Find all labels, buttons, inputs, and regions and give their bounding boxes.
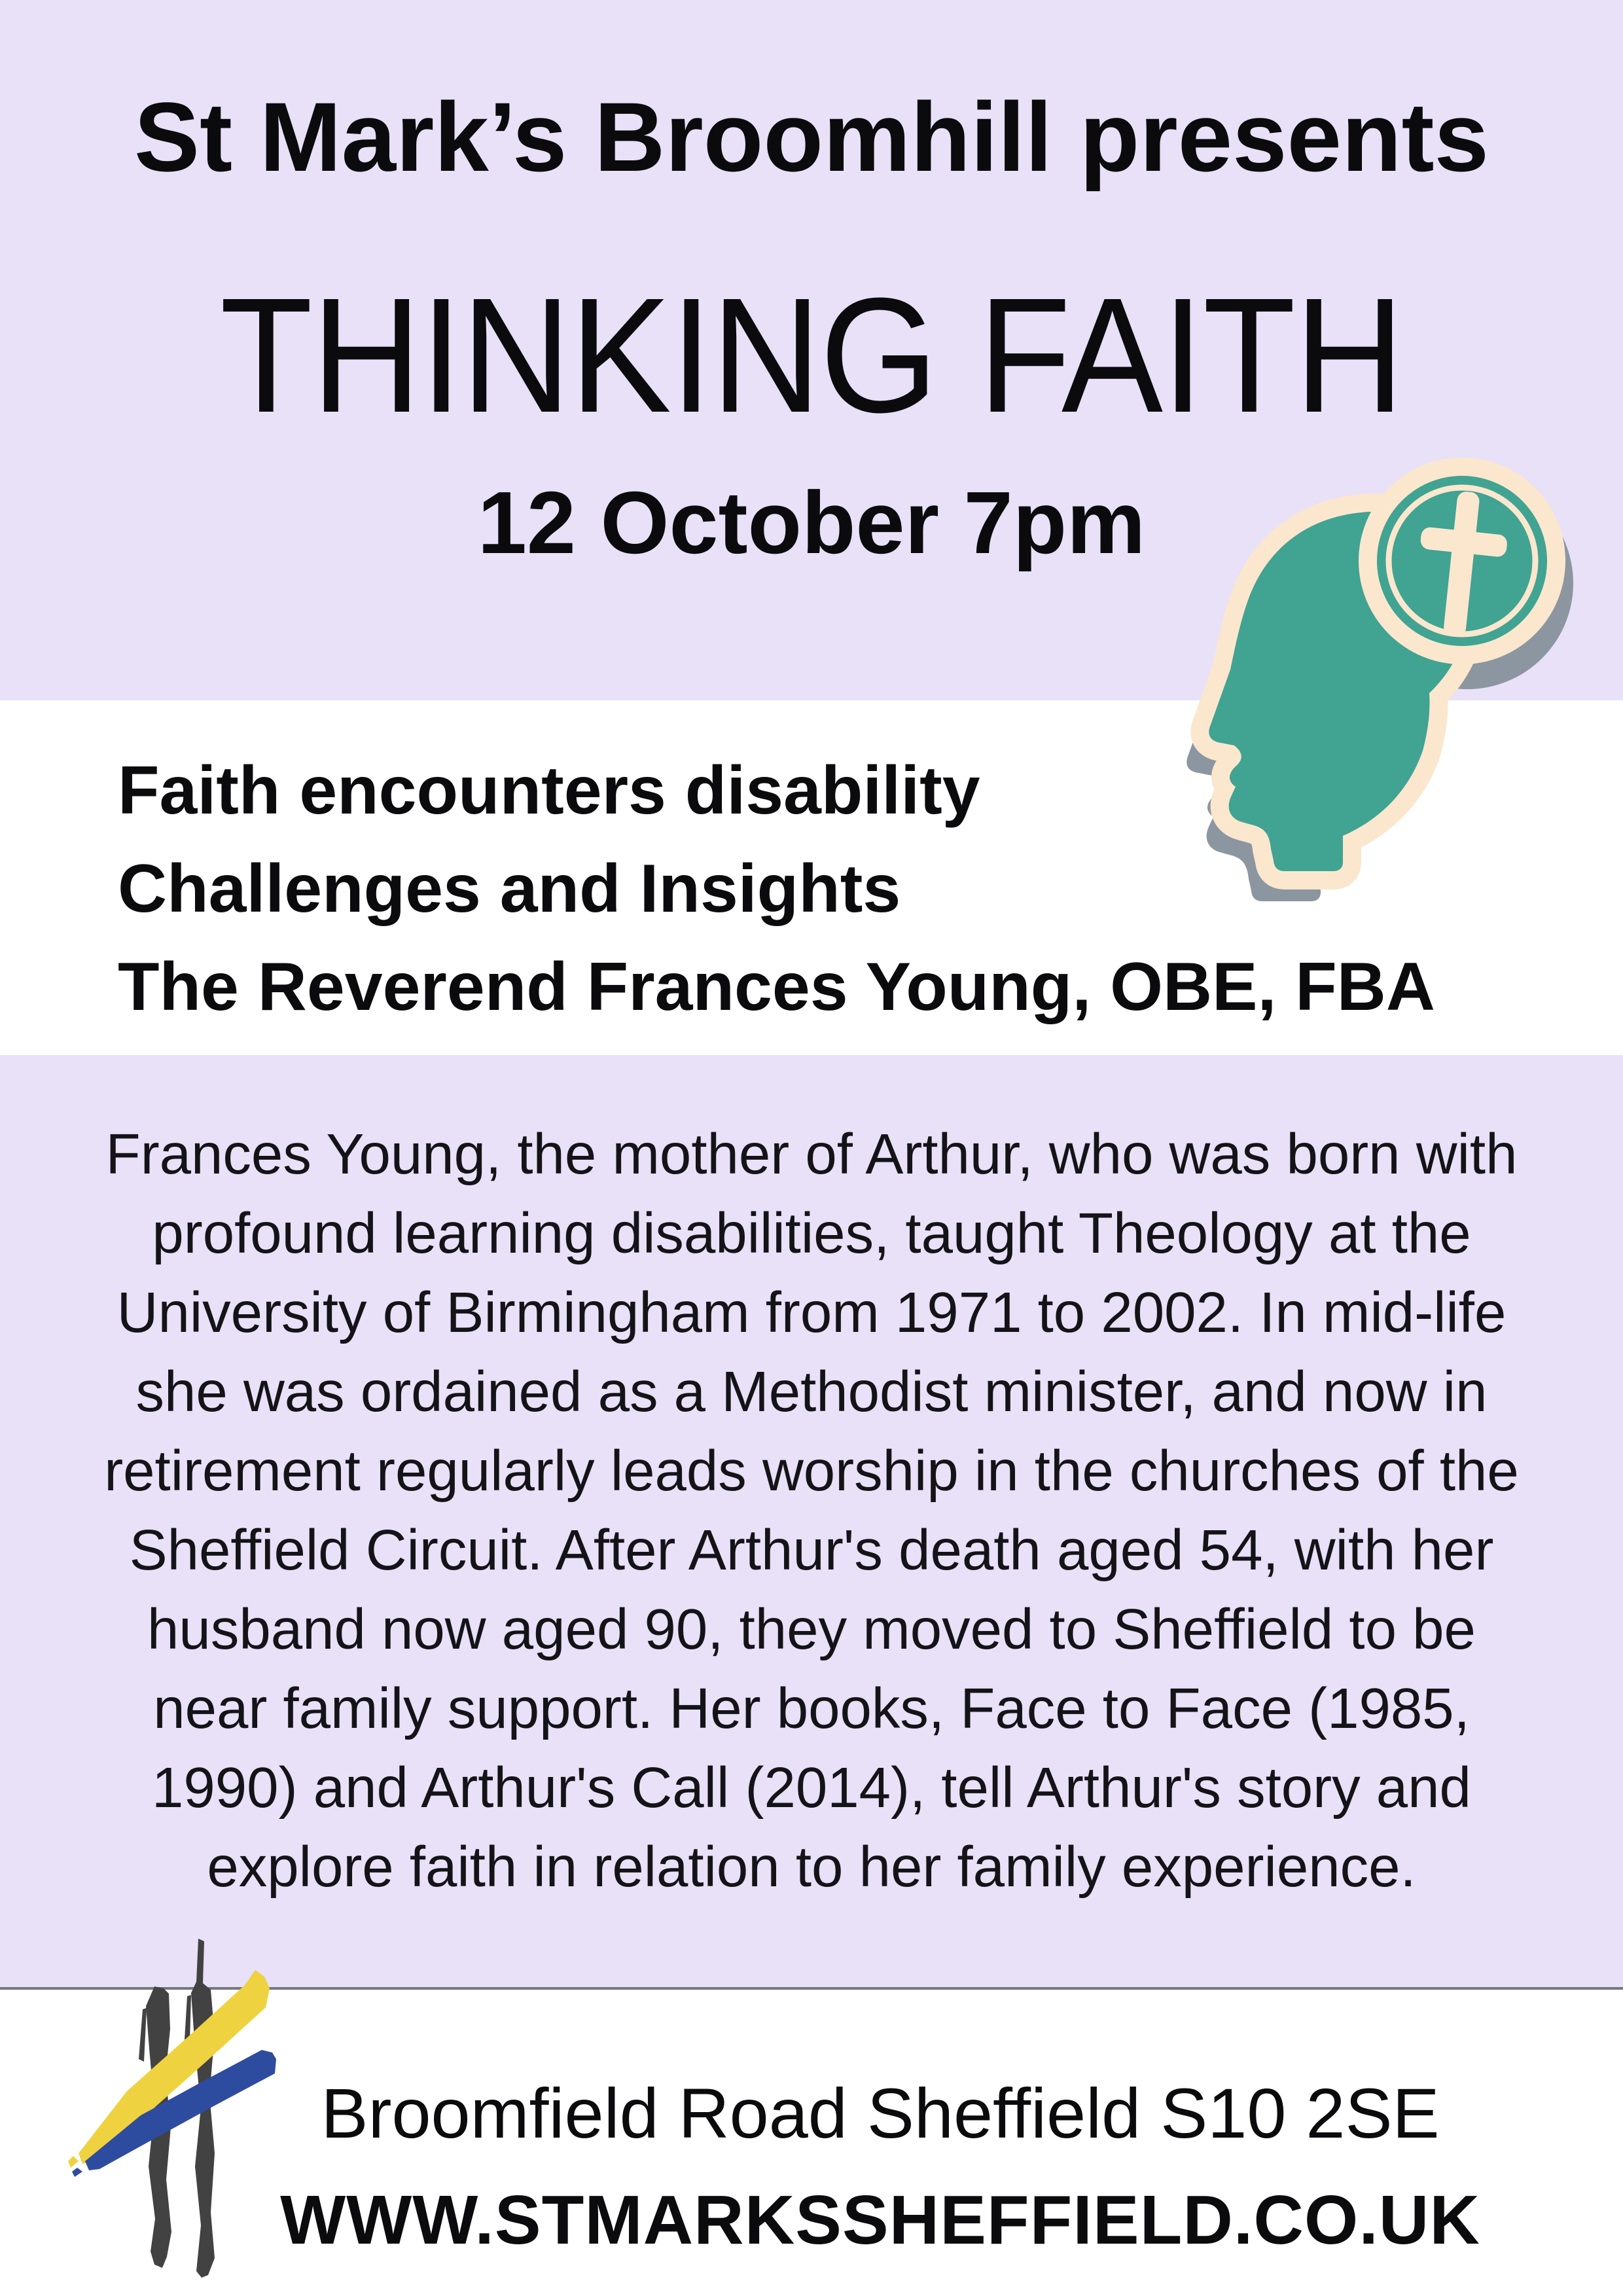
biography-text (59, 1115, 1564, 1907)
biography-line: 1990) and Arthur's Call (2014), tell Arthur's story and (152, 1756, 1471, 1820)
biography-line: University of Birmingham from 1971 to 2002. In mid-life (116, 1281, 1507, 1344)
brush-stroke-blue-speck (72, 2168, 82, 2177)
brush-stroke-dark-left-wisp (139, 2008, 147, 2062)
subtitle-line-2: Challenges and Insights (118, 851, 901, 927)
subtitle-line-3: The Reverend Frances Young, OBE, FBA (118, 949, 1436, 1025)
biography-line: near family support. Her books, Face to Face (1985, (153, 1677, 1470, 1740)
event-datetime: 12 October 7pm (477, 473, 1146, 572)
event-title: THINKING FAITH (219, 264, 1404, 446)
biography-line: husband now aged 90, they moved to Sheffield to be (147, 1598, 1476, 1661)
biography-line: retirement regularly leads worship in the churches of the (104, 1439, 1519, 1503)
biography-line: Sheffield Circuit. After Arthur's death aged 54, with her (129, 1518, 1494, 1582)
subtitle-line-1: Faith encounters disability (118, 753, 980, 829)
st-marks-brush-hash-logo-icon (39, 1931, 301, 2296)
biography-line: profound learning disabilities, taught Theology at the (152, 1202, 1471, 1265)
footer-website: WWW.STMARKSSHEFFIELD.CO.UK (280, 2181, 1480, 2259)
biography-line: Frances Young, the mother of Arthur, who was born with (105, 1122, 1518, 1186)
brush-stroke-yellow-speck (68, 2156, 79, 2168)
subtitle-block (118, 742, 1558, 1036)
presenter-line: St Mark’s Broomhill presents (134, 82, 1489, 192)
footer-address: Broomfield Road Sheffield S10 2SE (321, 2073, 1440, 2153)
cross-badge (1359, 457, 1565, 664)
biography-line: she was ordained as a Methodist minister, and now in (135, 1360, 1488, 1424)
biography-line: explore faith in relation to her family experience. (207, 1835, 1416, 1899)
